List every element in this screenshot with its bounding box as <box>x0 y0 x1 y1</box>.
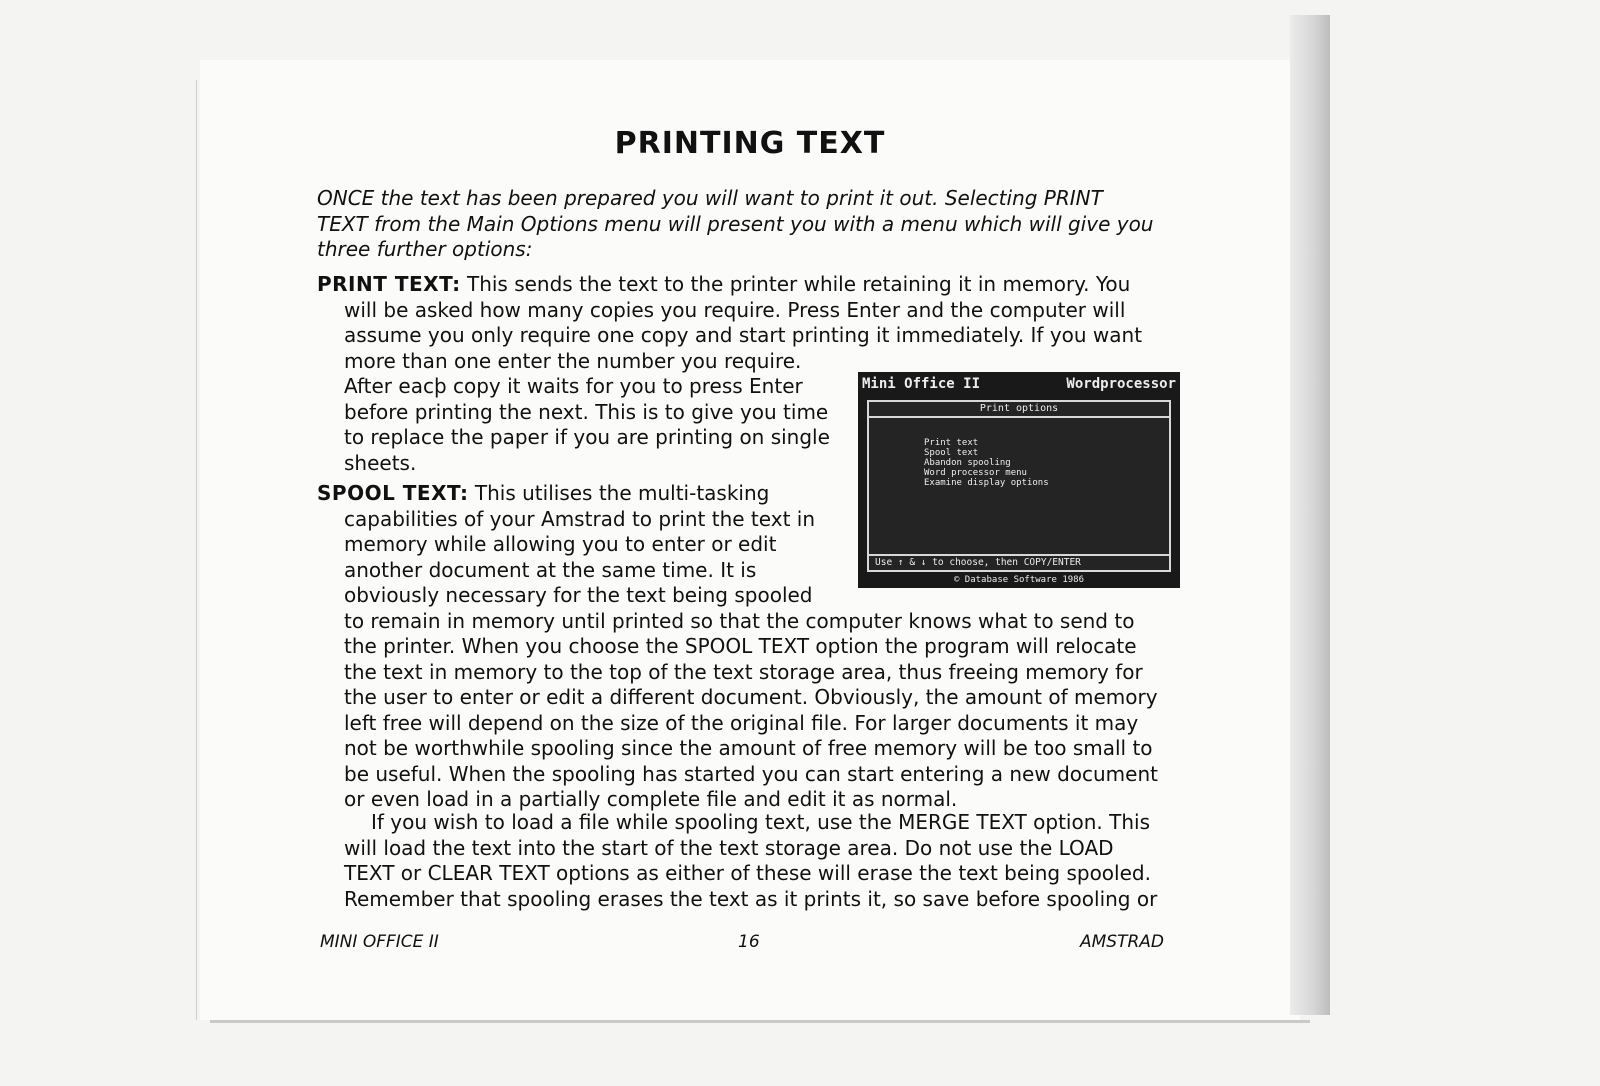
spool-text-line: or even load in a partially complete file and edit it as normal. <box>344 787 958 811</box>
spool-text-line: another document at the same time. It is <box>344 557 757 582</box>
print-text-line: will be asked how many copies you require. Press Enter and the computer will <box>344 297 1126 322</box>
merge-line: Remember that spooling erases the text as it prints it, so save before spooling or <box>344 886 1158 911</box>
print-text-intro: This sends the text to the printer while retaining it in memory. You <box>460 272 1131 296</box>
spool-text-line: the text in memory to the top of the text storage area, thus freeing memory for <box>344 659 1143 684</box>
screen-menu-list <box>924 438 1049 488</box>
spool-text-line: the user to enter or edit a different document. Obviously, the amount of memory <box>344 685 1158 709</box>
spool-text-line: obviously necessary for the text being spooled <box>344 583 813 607</box>
intro-line: three further options: <box>317 237 533 261</box>
print-text-line: assume you only require one copy and start printing it immediately. If you want <box>344 323 1143 347</box>
page-edge-bottom <box>210 1020 1310 1023</box>
spool-text-intro: This utilises the multi-tasking <box>468 481 770 505</box>
screen-menu-item: Word processor menu <box>924 468 1027 478</box>
screen-app-name: Mini Office II <box>862 376 981 392</box>
page-stack-edge <box>1290 15 1330 1015</box>
print-text-term: PRINT TEXT: <box>317 272 461 296</box>
print-text-line: After eacþ copy it waits for you to press Enter <box>344 374 803 398</box>
merge-line: TEXT or CLEAR TEXT options as either of these will erase the text being spooled. <box>344 861 1151 885</box>
merge-line: If you wish to load a file while spooling text, use the MERGE TEXT option. This <box>371 810 1150 834</box>
intro-paragraph <box>317 186 1153 263</box>
screen-title-bar <box>862 376 1176 398</box>
print-text-line: sheets. <box>344 450 417 475</box>
screen-menu-item: Spool text <box>924 448 979 458</box>
footer-page-number: 16 <box>738 932 760 952</box>
screen-menu-item: Abandon spooling <box>924 458 1011 468</box>
screen-hint: Use ↑ & ↓ to choose, then COPY/ENTER <box>869 554 1169 570</box>
print-options-screenshot <box>858 372 1180 588</box>
page-title: PRINTING TEXT <box>614 126 886 161</box>
merge-line: will load the text into the start of the text storage area. Do not use the LOAD <box>344 835 1114 860</box>
print-text-line: more than one enter the number you require. <box>344 348 802 373</box>
spool-text-term: SPOOL TEXT: <box>317 481 469 505</box>
screen-menu-item: Examine display options <box>924 478 1049 488</box>
spool-text-line: memory while allowing you to enter or edit <box>344 532 777 556</box>
screen-banner: Print options <box>869 402 1169 418</box>
spool-text-line: the printer. When you choose the SPOOL TEXT option the program will relocate <box>344 634 1137 658</box>
spool-text-line: left free will depend on the size of the original file. For larger documents it may <box>344 710 1139 735</box>
print-text-line: to replace the paper if you are printing on single <box>344 425 830 449</box>
footer-platform: AMSTRAD <box>1080 932 1165 952</box>
screen-credit: © Database Software 1986 <box>953 575 1085 585</box>
merge-text-paragraph <box>344 810 1157 912</box>
intro-line: ONCE the text has been prepared you will want to print it out. Selecting PRINT <box>317 186 1103 210</box>
spool-text-line: to remain in memory until printed so that the computer knows what to send to <box>344 608 1135 633</box>
print-text-line: before printing the next. This is to give you time <box>344 399 829 424</box>
spool-text-line: not be worthwhile spooling since the amount of free memory will be too small to <box>344 736 1153 760</box>
footer-product: MINI OFFICE II <box>320 932 439 952</box>
intro-line: TEXT from the Main Options menu will present you with a menu which will give you <box>317 211 1154 236</box>
spool-text-line: be useful. When the spooling has started you can start entering a new document <box>344 761 1158 786</box>
screen-menu-item: Print text <box>924 438 979 448</box>
print-text-first-line <box>317 272 1142 298</box>
screen-module-name: Wordprocessor <box>1066 376 1176 392</box>
spool-text-line: capabilities of your Amstrad to print the text in <box>344 506 815 531</box>
screen-menu-frame <box>867 400 1171 572</box>
page-edge-left <box>196 80 197 1020</box>
